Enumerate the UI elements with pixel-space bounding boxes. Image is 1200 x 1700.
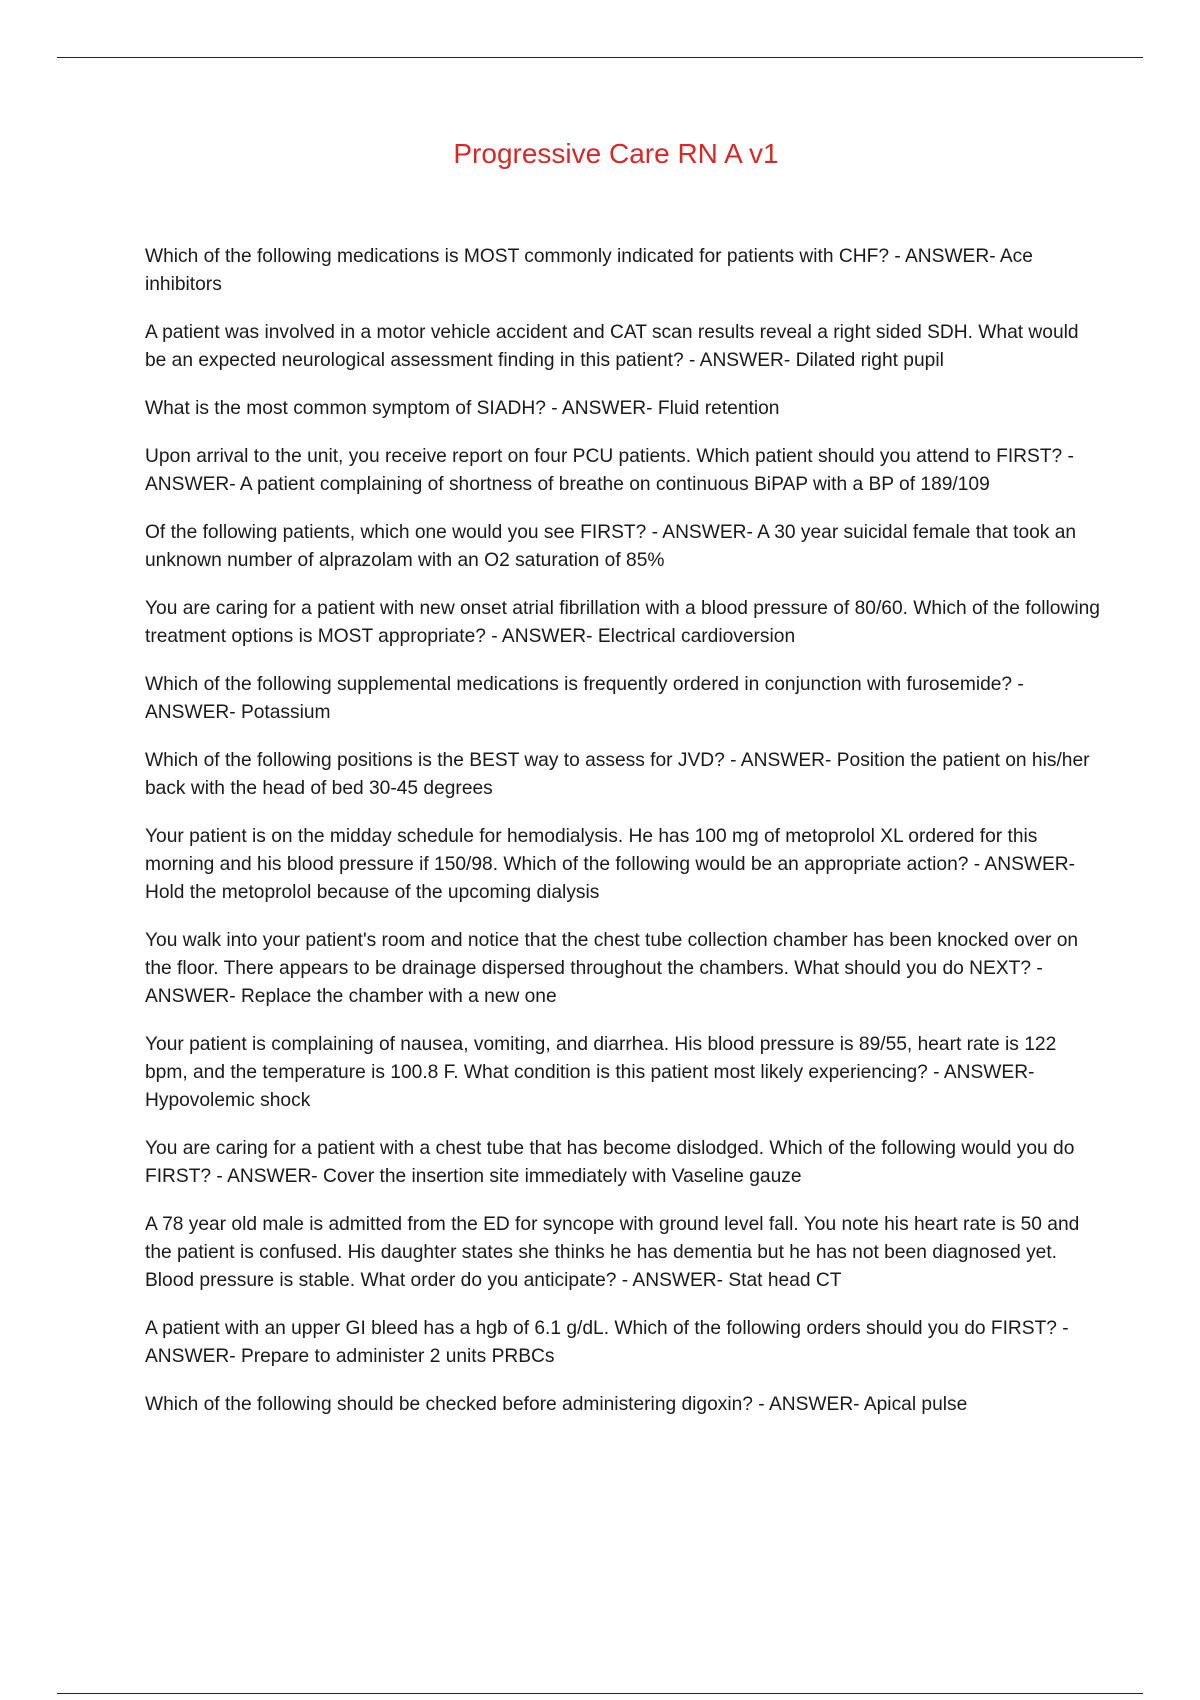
bottom-rule [57,1693,1143,1694]
qa-item-1: Which of the following medications is MOST commonly indicated for patients with CHF? - ANSWER- Ace inhibitors [145,246,1033,295]
qa-item-5: Of the following patients, which one would you see FIRST? - ANSWER- A 30 year suicidal female that took an unknown number of alprazolam with an O2 saturation of 85% [145,522,1077,571]
qa-item-8: Which of the following positions is the BEST way to assess for JVD? - ANSWER- Position the patient on his/her back with the head of bed 30-45 degrees [145,750,1090,799]
qa-item-3: What is the most common symptom of SIADH? - ANSWER- Fluid retention [145,398,780,419]
qa-item-15: Which of the following should be checked before administering digoxin? - ANSWER- Apical pulse [145,1394,968,1415]
qa-item-10: You walk into your patient's room and notice that the chest tube collection chamber has been knocked over on the floor. There appears to be drainage dispersed throughout the chambers. What should you do NEXT? - ANSWER- Replace the chamber with a new one [145,930,1079,1007]
document-title: Progressive Care RN A v1 [453,138,779,169]
qa-item-7: Which of the following supplemental medications is frequently ordered in conjunction with furosemide? - ANSWER- Potassium [145,674,1024,723]
qa-item-9: Your patient is on the midday schedule for hemodialysis. He has 100 mg of metoprolol XL ordered for this morning and his blood pressure if 150/98. Which of the following would be an appropriate action? - ANSWER- Hold the metoprolol because of the upcoming dialysis [145,826,1076,903]
qa-item-6: You are caring for a patient with new onset atrial fibrillation with a blood pressure of 80/60. Which of the following treatment options is MOST appropriate? - ANSWER- Electrical cardioversion [145,598,1100,647]
qa-item-12: You are caring for a patient with a chest tube that has become dislodged. Which of the following would you do FIRST? - ANSWER- Cover the insertion site immediately with Vaseline gauze [145,1138,1075,1187]
top-rule [57,57,1143,58]
qa-item-2: A patient was involved in a motor vehicle accident and CAT scan results reveal a right sided SDH. What would be an expected neurological assessment finding in this patient? - ANSWER- Dilated right pupil [145,322,1079,371]
qa-list [145,243,1100,1439]
qa-item-11: Your patient is complaining of nausea, vomiting, and diarrhea. His blood pressure is 89/55, heart rate is 122 bpm, and the temperature is 100.8 F. What condition is this patient most likely experiencing? - ANSWER- Hypovolemic shock [145,1034,1057,1111]
qa-item-4: Upon arrival to the unit, you receive report on four PCU patients. Which patient should you attend to FIRST? - ANSWER- A patient complaining of shortness of breathe on continuous BiPAP with a BP of 189/109 [145,446,1074,495]
qa-item-14: A patient with an upper GI bleed has a hgb of 6.1 g/dL. Which of the following orders should you do FIRST? - ANSWER- Prepare to administer 2 units PRBCs [145,1318,1069,1367]
qa-item-13: A 78 year old male is admitted from the ED for syncope with ground level fall. You note his heart rate is 50 and the patient is confused. His daughter states she thinks he has dementia but he has not been diagnosed yet. Blood pressure is stable. What order do you anticipate? - ANSWER- Stat head CT [145,1214,1080,1291]
